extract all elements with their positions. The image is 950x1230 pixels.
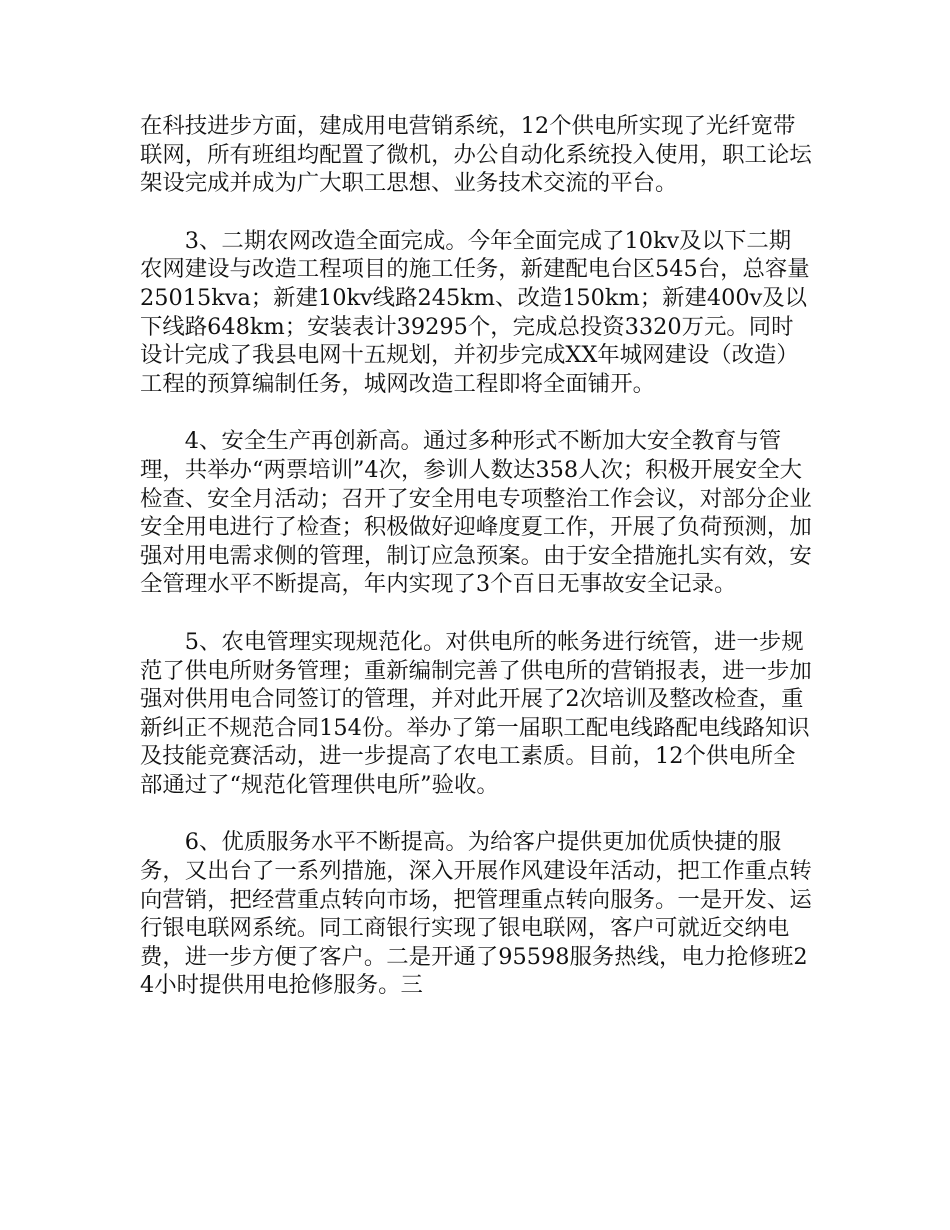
document-body	[140, 112, 812, 1029]
paragraph-service-quality: 6、优质服务水平不断提高。为给客户提供更加优质快捷的服务，又出台了一系列措施，深入开展作风建设年活动，把工作重点转向营销，把经营重点转向市场，把管理重点转向服务。一是开发、运行银电联网系统。同工商银行实现了银电联网，客户可就近交纳电费，进一步方便了客户。二是开通了95598服务热线，电力抢修班24小时提供用电抢修服务。三	[140, 829, 812, 999]
paragraph-safety: 4、安全生产再创新高。通过多种形式不断加大安全教育与管理，共举办“两票培训”4次，参训人数达358人次；积极开展安全大检查、安全月活动；召开了安全用电专项整治工作会议，对部分企业安全用电进行了检查；积极做好迎峰度夏工作，开展了负荷预测，加强对用电需求侧的管理，制订应急预案。由于安全措施扎实有效，安全管理水平不断提高，年内实现了3个百日无事故安全记录。	[140, 428, 812, 598]
paragraph-tech-progress: 在科技进步方面，建成用电营销系统，12个供电所实现了光纤宽带联网，所有班组均配置了微机，办公自动化系统投入使用，职工论坛架设完成并成为广大职工思想、业务技术交流的平台。	[140, 113, 812, 197]
paragraph-rural-grid: 3、二期农网改造全面完成。今年全面完成了10kv及以下二期农网建设与改造工程项目的施工任务，新建配电台区545台，总容量25015kva；新建10kv线路245km、改造150km；新建400v及以下线路648km；安装表计39295个，完成总投资3320万元。同时设计完成了我县电网十五规划，并初步完成XX年城网建设（改造）工程的预算编制任务，城网改造工程即将全面铺开。	[140, 227, 810, 397]
paragraph-rural-management: 5、农电管理实现规范化。对供电所的帐务进行统管，进一步规范了供电所财务管理；重新编制完善了供电所的营销报表，进一步加强对供用电合同签订的管理，并对此开展了2次培训及整改检查，重新纠正不规范合同154份。举办了第一届职工配电线路配电线路知识及技能竞赛活动，进一步提高了农电工素质。目前，12个供电所全部通过了“规范化管理供电所”验收。	[140, 628, 812, 798]
